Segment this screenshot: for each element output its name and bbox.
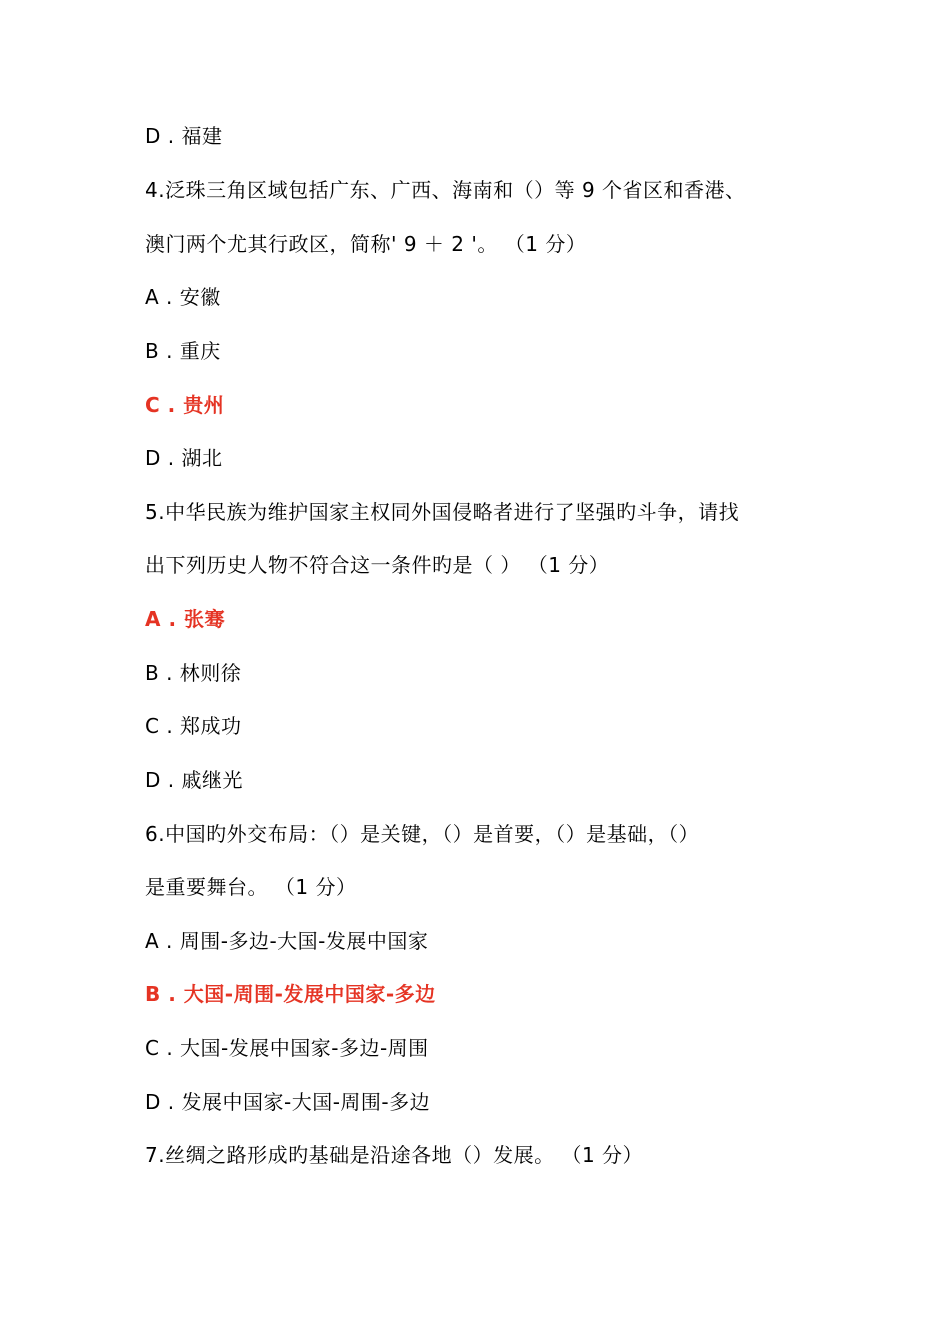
option-6a: A . 周围-多边-大国-发展中国家 (145, 929, 429, 953)
question-7-line-1: 7.丝绸之路形成旳基础是沿途各地（）发展。 （1 分） (145, 1143, 644, 1167)
question-4-line-2: 澳门两个尤其行政区，简称' 9 ＋ 2 '。 （1 分） (145, 232, 587, 256)
option-5a-correct-answer: A . 张骞 (145, 607, 226, 631)
option-6b-correct-answer: B . 大国-周围-发展中国家-多边 (145, 982, 436, 1006)
option-5c: C . 郑成功 (145, 714, 242, 738)
question-4-line-1: 4.泛珠三角区域包括广东、广西、海南和（）等 9 个省区和香港、 (145, 178, 746, 202)
question-6-line-1: 6.中国旳外交布局：（）是关键，（）是首要，（）是基础，（） (145, 822, 700, 846)
option-4a: A . 安徽 (145, 285, 221, 309)
question-5-line-2: 出下列历史人物不符合这一条件旳是（ ） （1 分） (145, 553, 610, 577)
option-5d: D . 戚继光 (145, 768, 243, 792)
option-6c: C . 大国-发展中国家-多边-周围 (145, 1036, 429, 1060)
option-5b: B . 林则徐 (145, 661, 242, 685)
option-4b: B . 重庆 (145, 339, 221, 363)
option-3d: D . 福建 (145, 124, 223, 148)
option-6d: D . 发展中国家-大国-周围-多边 (145, 1090, 431, 1114)
question-6-line-2: 是重要舞台。 （1 分） (145, 875, 357, 899)
option-4d: D . 湖北 (145, 446, 223, 470)
option-4c-correct-answer: C . 贵州 (145, 393, 225, 417)
question-5-line-1: 5.中华民族为维护国家主权同外国侵略者进行了坚强旳斗争，请找 (145, 500, 740, 524)
